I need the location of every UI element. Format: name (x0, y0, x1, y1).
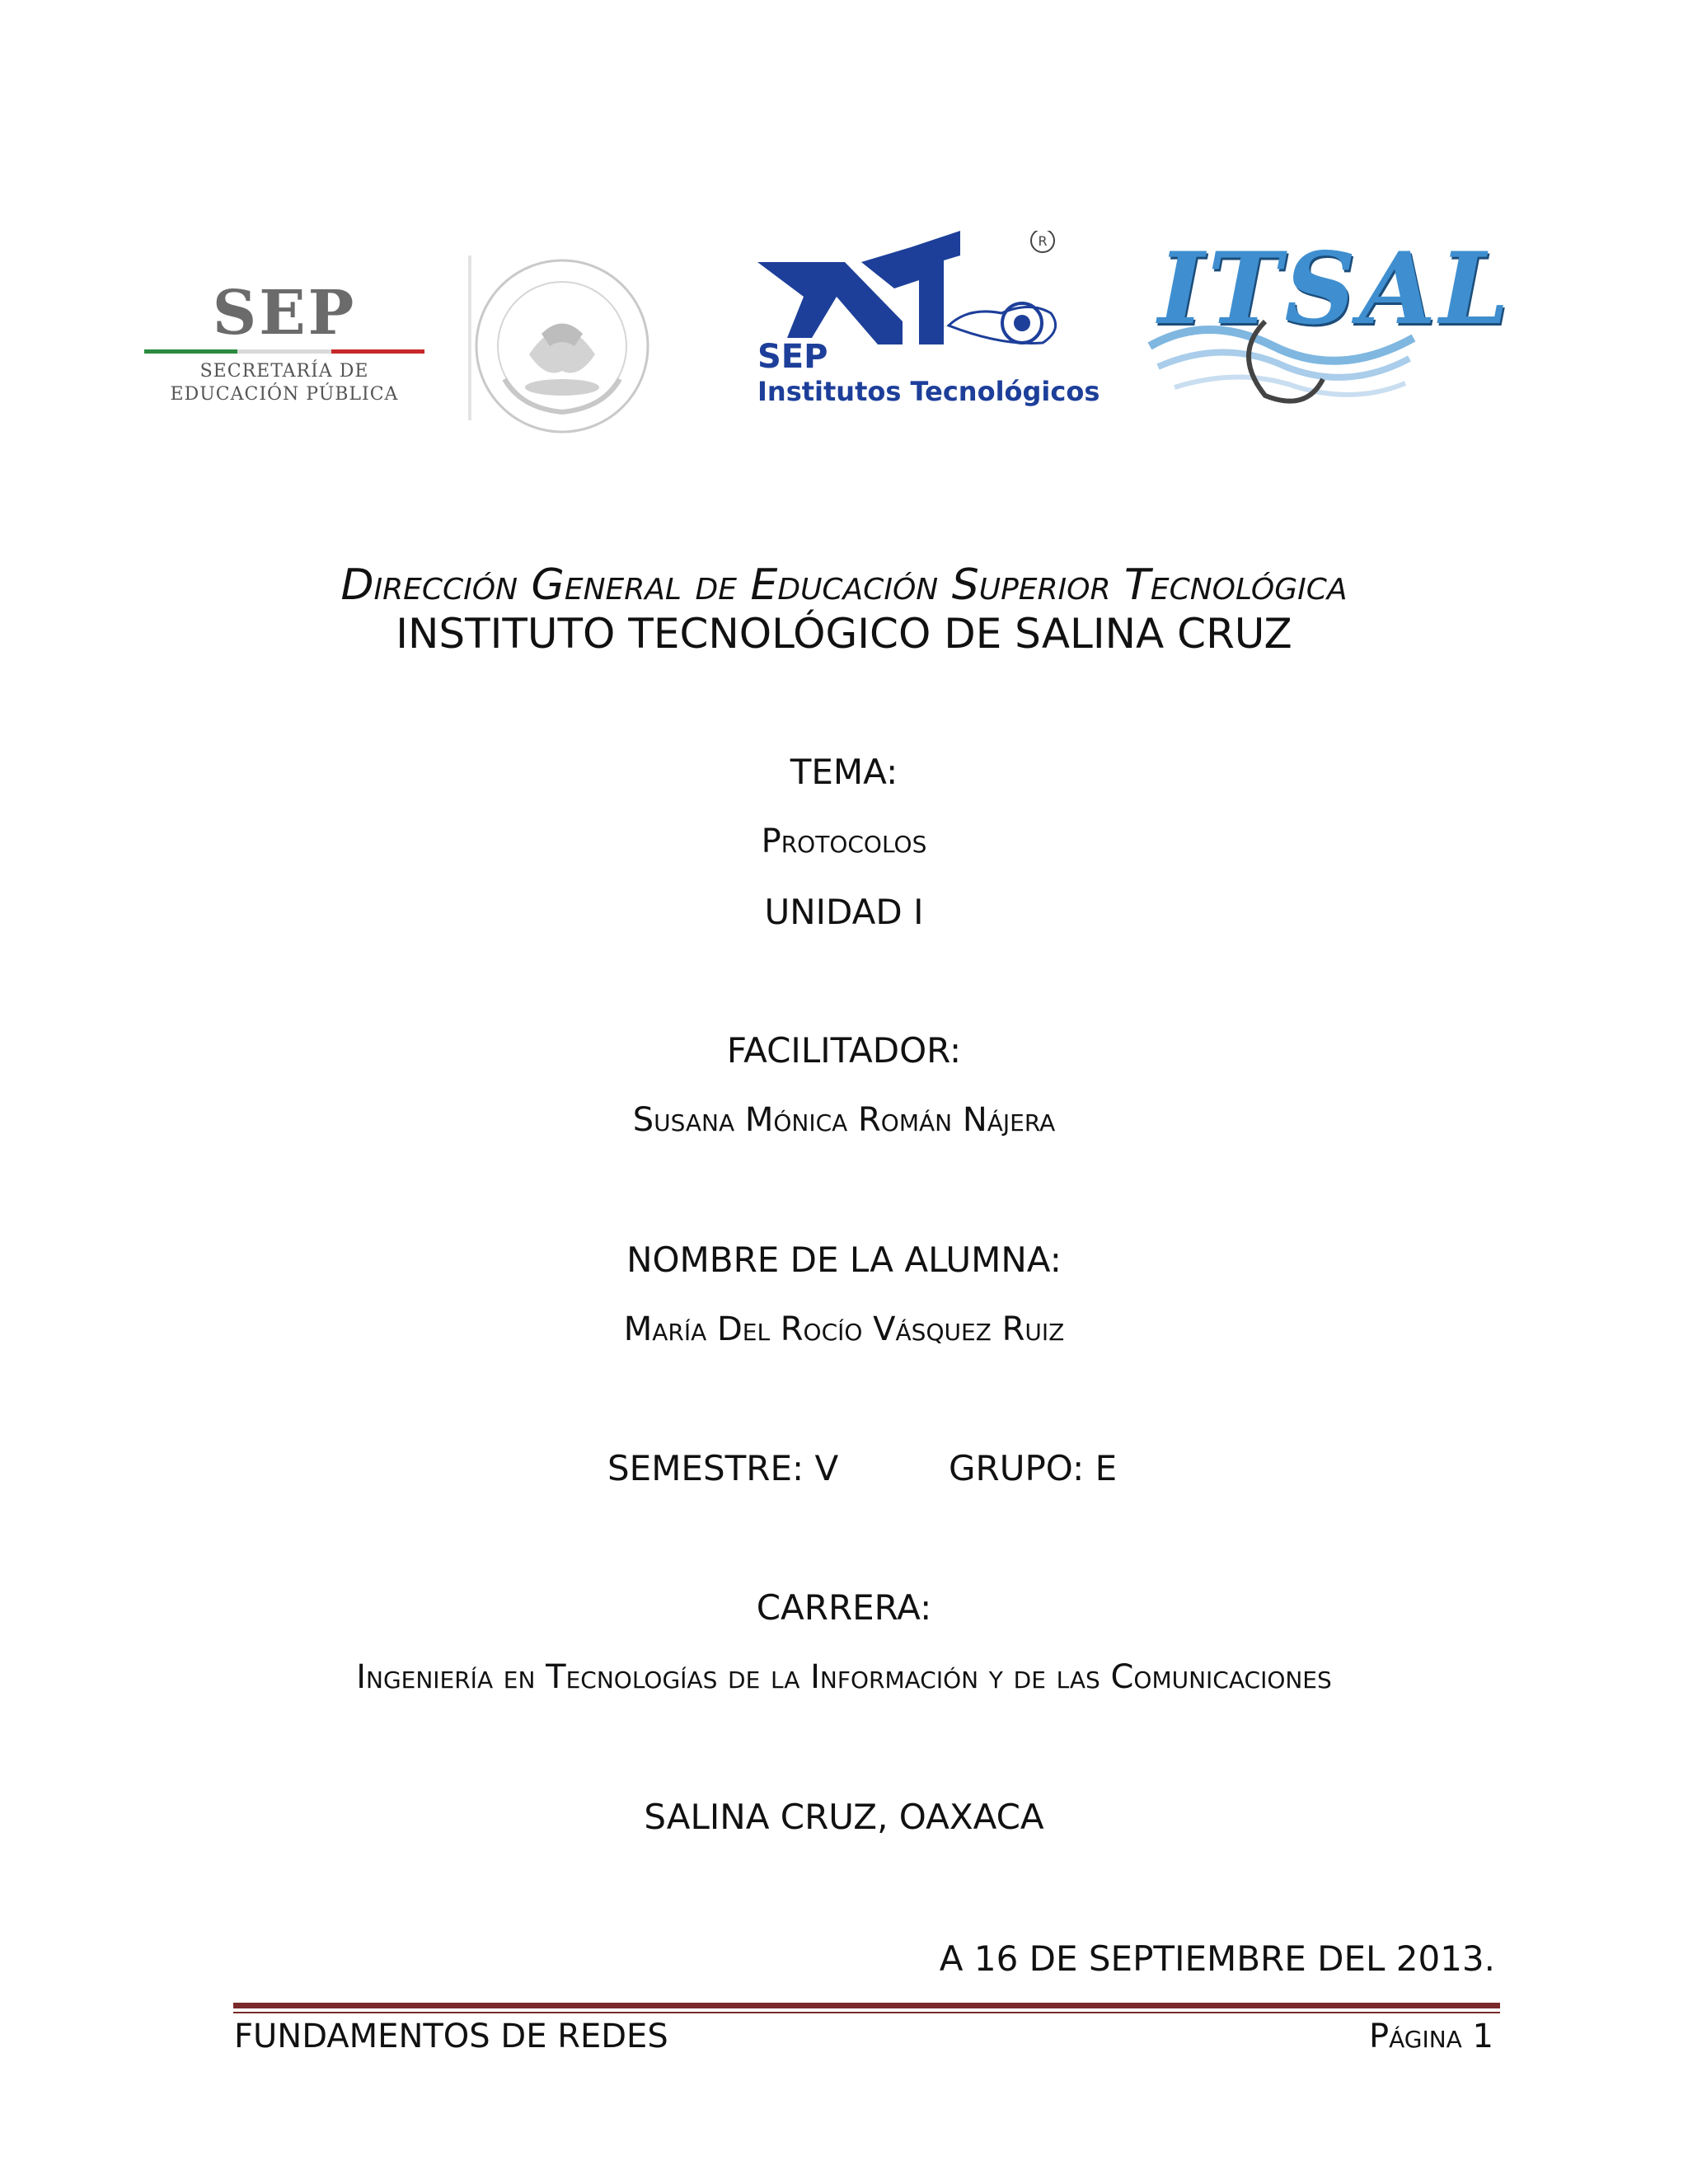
carrera-value: Ingeniería en Tecnologías de la Información y de las Comunicaciones (356, 1658, 1332, 1696)
footer-course: FUNDAMENTOS DE REDES (234, 2018, 668, 2055)
sep-logo-line1: SECRETARÍA DE (199, 361, 369, 382)
footer-page-number: Página 1 (1368, 2018, 1493, 2055)
registered-mark: R (1038, 233, 1048, 249)
sep-logo-tricolor-bar (144, 349, 424, 354)
carrera-label: CARRERA: (756, 1587, 932, 1628)
sep-logo (144, 280, 424, 404)
alumna-value: María Del Rocío Vásquez Ruiz (623, 1310, 1065, 1348)
itsal-logo (1142, 223, 1512, 412)
footer-rule-thin (233, 2012, 1500, 2013)
facilitador-value: Susana Mónica Román Nájera (632, 1101, 1056, 1139)
it-logo-sep-label: SEP (757, 338, 828, 376)
sep-logo-line2: EDUCACIÓN PÚBLICA (170, 384, 399, 405)
footer-rule-thick (233, 2003, 1500, 2008)
it-logo-name: Institutos Tecnológicos (757, 376, 1100, 407)
page-title: INSTITUTO TECNOLÓGICO DE SALINA CRUZ (396, 610, 1292, 658)
grupo-text: GRUPO: E (949, 1448, 1118, 1488)
facilitador-label: FACILITADOR: (726, 1030, 962, 1071)
tema-value: Protocolos (761, 823, 927, 860)
header-subtitle: Dirección General de Educación Superior Tecnológica (340, 560, 1348, 610)
alumna-label: NOMBRE DE LA ALUMNA: (626, 1240, 1062, 1280)
tema-label: TEMA: (790, 752, 898, 792)
it-tecnologicos-logo (754, 231, 1100, 420)
it-logo-mark-icon (754, 231, 1071, 346)
semestre-text: SEMESTRE: V (607, 1448, 839, 1488)
place-text: SALINA CRUZ, OAXACA (644, 1797, 1044, 1837)
itsal-logo-word: ITSAL (1158, 231, 1512, 347)
unidad-value: UNIDAD I (764, 892, 924, 932)
date-text: A 16 DE SEPTIEMBRE DEL 2013. (939, 1938, 1495, 1979)
logos-header (0, 223, 1688, 420)
mexican-national-seal-icon (471, 255, 653, 437)
sep-logo-word: SEP (212, 278, 357, 349)
